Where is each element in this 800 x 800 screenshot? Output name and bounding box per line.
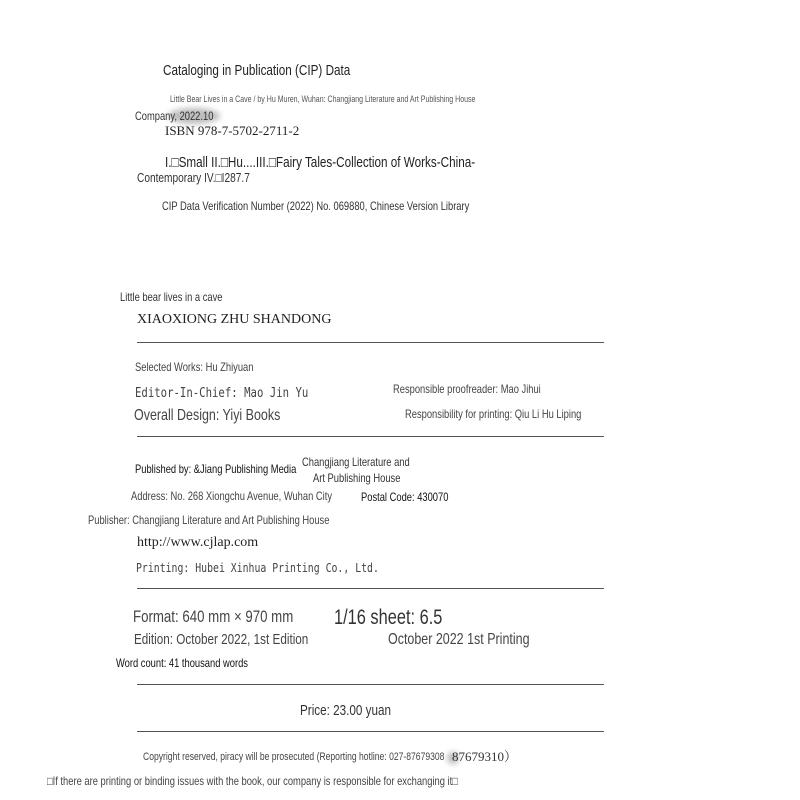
overall-design: Overall Design: Yiyi Books: [134, 407, 281, 424]
cip-company-line: Company, 2022.10: [135, 109, 214, 123]
divider: [137, 684, 604, 685]
cip-heading: Cataloging in Publication (CIP) Data: [163, 62, 351, 79]
isbn: ISBN 978-7-5702-2711-2: [165, 123, 300, 138]
divider: [137, 731, 604, 732]
copyright-notice: Copyright reserved, piracy will be prosecuted (Reporting hotline: 027-87679308: [143, 751, 445, 763]
cip-verification: CIP Data Verification Number (2022) No. 069880, Chinese Version Library: [162, 199, 470, 213]
word-count: Word count: 41 thousand words: [116, 656, 248, 670]
hotline-tail: 87679310）: [452, 749, 518, 764]
website: http://www.cjlap.com: [137, 535, 259, 550]
sheet-count: 1/16 sheet: 6.5: [334, 606, 443, 629]
divider: [137, 588, 604, 589]
classification-line-2: Contemporary IV.□I287.7: [137, 170, 250, 185]
printing-company: Printing: Hubei Xinhua Printing Co., Ltd.: [136, 561, 379, 575]
postal-code: Postal Code: 430070: [361, 490, 449, 504]
printing-date: October 2022 1st Printing: [388, 631, 530, 648]
book-title-en: Little bear lives in a cave: [120, 290, 223, 304]
divider: [137, 436, 604, 437]
divider: [137, 342, 604, 343]
published-by: Published by: &Jiang Publishing Media: [135, 462, 297, 476]
proofreader: Responsible proofreader: Mao Jihui: [393, 382, 541, 396]
price: Price: 23.00 yuan: [300, 702, 392, 719]
printing-responsibility: Responsibility for printing: Qiu Li Hu Liping: [405, 407, 582, 421]
edition: Edition: October 2022, 1st Edition: [134, 631, 309, 648]
book-title-pinyin: XIAOXIONG ZHU SHANDONG: [137, 312, 332, 327]
address: Address: No. 268 Xiongchu Avenue, Wuhan City: [131, 489, 333, 503]
publishing-house-line-2: Art Publishing House: [313, 471, 401, 485]
exchange-notice: □If there are printing or binding issues with the book, our company is responsible for exchanging it□: [47, 774, 458, 788]
selected-works: Selected Works: Hu Zhiyuan: [135, 360, 254, 374]
publishing-house-line-1: Changjiang Literature and: [302, 455, 410, 469]
format: Format: 640 mm × 970 mm: [133, 607, 294, 626]
publisher-line: Publisher: Changjiang Literature and Art Publishing House: [88, 513, 330, 527]
editor-in-chief: Editor-In-Chief: Mao Jin Yu: [135, 386, 309, 401]
classification-line-1: I.□Small II.□Hu....III.□Fairy Tales-Collection of Works-China-: [165, 154, 476, 171]
cip-subtitle-line: Little Bear Lives in a Cave / by Hu Muren, Wuhan: Changjiang Literature and Art Publishing House: [170, 94, 476, 104]
